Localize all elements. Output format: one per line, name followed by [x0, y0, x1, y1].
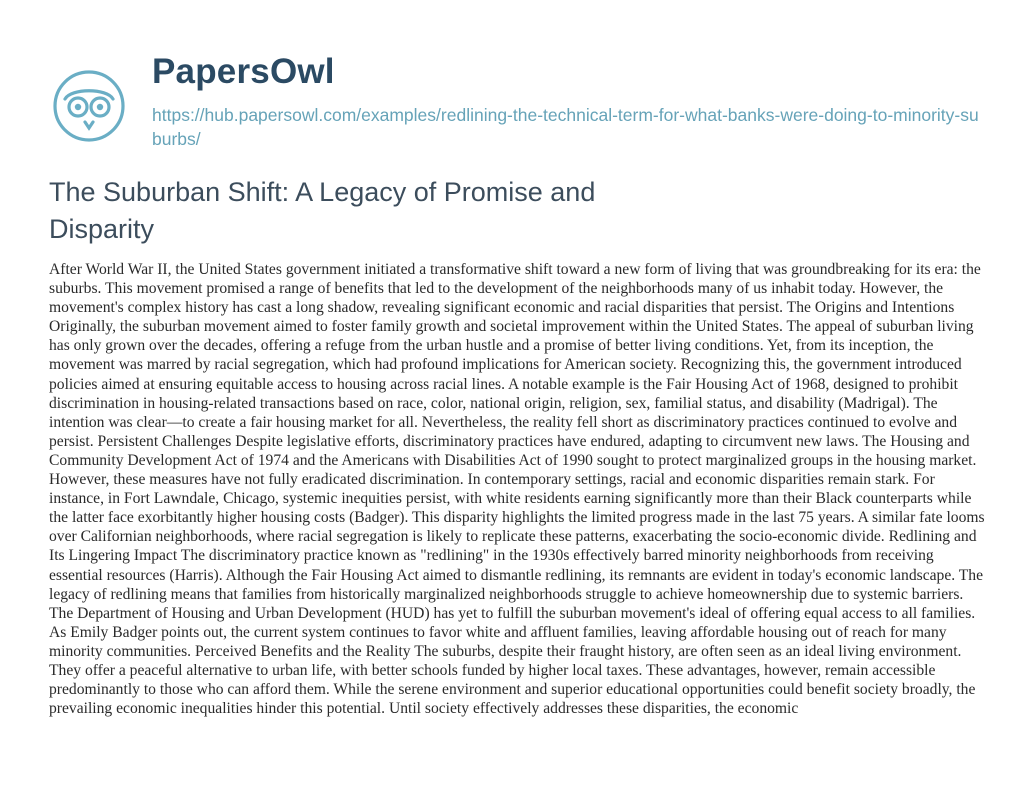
site-header — [49, 54, 979, 154]
article-body: After World War II, the United States government initiated a transformative shift toward a new form of living that was groundbreaking for its era: the suburbs. This movement promised a range of benefits that led to the development of the neighborhoods many of us inhabit today. However, the movement's complex history has cast a long shadow, revealing significant economic and racial disparities that persist. The Origins and Intentions Originally, the suburban movement aimed to foster family growth and societal improvement within the United States. The appeal of suburban living has only grown over the decades, offering a refuge from the urban hustle and a promise of better living conditions. Yet, from its inception, the movement was marred by racial segregation, which had profound implications for American society. Recognizing this, the government introduced policies aimed at ensuring equitable access to housing across racial lines. A notable example is the Fair Housing Act of 1968, designed to prohibit discrimination in housing-related transactions based on race, color, national origin, religion, sex, familial status, and disability (Madrigal). The intention was clear—to create a fair housing market for all. Nevertheless, the reality fell short as discriminatory practices continued to evolve and persist. Persistent Challenges Despite legislative efforts, discriminatory practices have endured, adapting to circumvent new laws. The Housing and Community Development Act of 1974 and the Americans with Disabilities Act of 1990 sought to protect marginalized groups in the housing market. However, these measures have not fully eradicated discrimination. In contemporary settings, racial and economic disparities remain stark. For instance, in Fort Lawndale, Chicago, systemic inequities persist, with white residents earning significantly more than their Black counterparts while the latter face exorbitantly higher housing costs (Badger). This disparity highlights the limited progress made in the last 75 years. A similar fate looms over Californian neighborhoods, where racial segregation is likely to replicate these patterns, exacerbating the socio-economic divide. Redlining and Its Lingering Impact The discriminatory practice known as "redlining" in the 1930s effectively barred minority neighborhoods from receiving essential resources (Harris). Although the Fair Housing Act aimed to dismantle redlining, its remnants are evident in today's economic landscape. The legacy of redlining means that families from historically marginalized neighborhoods struggle to achieve homeownership due to systemic barriers. The Department of Housing and Urban Development (HUD) has yet to fulfill the suburban movement's ideal of offering equal access to all families. As Emily Badger points out, the current system continues to favor white and affluent families, leaving affordable housing out of reach for many minority communities. Perceived Benefits and the Reality The suburbs, despite their fraught history, are often seen as an ideal living environment. They offer a peaceful alternative to urban life, with better schools funded by higher local taxes. These advantages, however, remain accessible predominantly to those who can afford them. While the serene environment and superior educational opportunities could benefit society broadly, the prevailing economic inequalities hinder this potential. Until society effectively addresses these disparities, the economic — [49, 261, 985, 718]
brand-name[interactable]: PapersOwl — [152, 52, 335, 91]
owl-logo-icon[interactable] — [49, 66, 129, 146]
article-title: The Suburban Shift: A Legacy of Promise and Disparity — [49, 177, 596, 244]
source-url-link[interactable]: https://hub.papersowl.com/examples/redlining-the-technical-term-for-what-banks-were-doing-to-minority-suburbs/ — [152, 105, 979, 149]
